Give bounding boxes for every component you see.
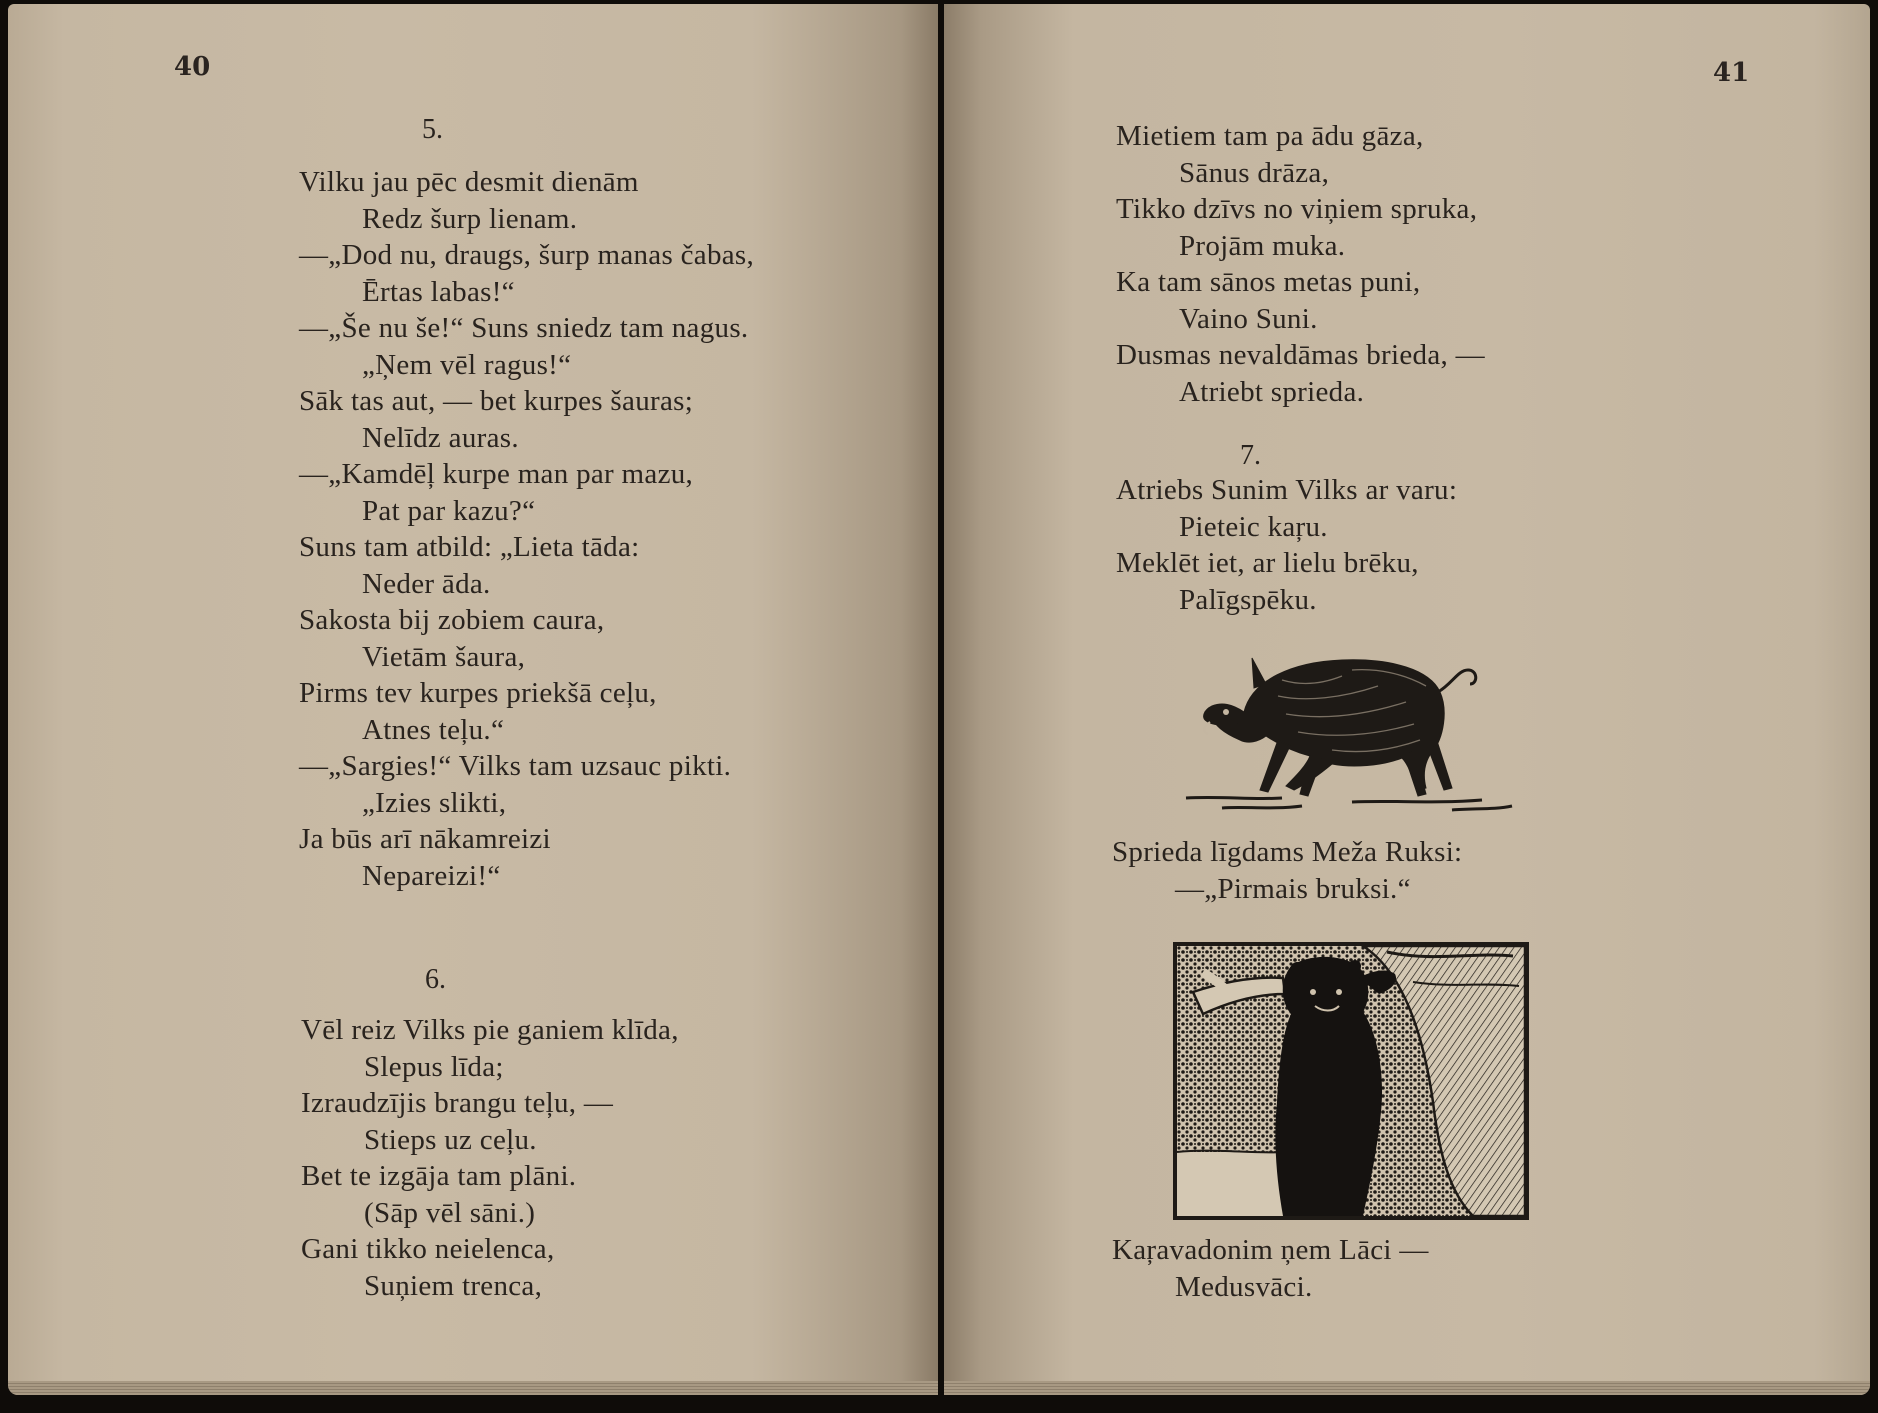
verse-line: —„Še nu še!“ Suns sniedz tam nagus. bbox=[299, 312, 749, 344]
verse-line: Bet te izgāja tam plāni. bbox=[301, 1160, 577, 1192]
verse-line: Kaŗavadonim ņem Lāci — bbox=[1112, 1234, 1429, 1266]
verse-line: Izraudzījis brangu teļu, — bbox=[301, 1087, 614, 1119]
verse-after-bear bbox=[1112, 1232, 1429, 1305]
page-number-right: 41 bbox=[1713, 58, 1750, 88]
verse-line: Slepus līda; bbox=[364, 1050, 504, 1083]
verse-line: Nelīdz auras. bbox=[362, 421, 519, 454]
verse-line: —„Kamdēļ kurpe man par mazu, bbox=[299, 458, 694, 490]
verse-line: Redz šurp lienam. bbox=[362, 202, 578, 235]
verse-line: Stieps uz ceļu. bbox=[364, 1123, 537, 1156]
verse-line: Mietiem tam pa ādu gāza, bbox=[1116, 120, 1424, 152]
section-number-7: 7. bbox=[1240, 440, 1261, 471]
verse-line: Ja būs arī nākamreizi bbox=[299, 823, 551, 855]
verse-line: Nepareizi!“ bbox=[362, 859, 501, 892]
verse-line: —„Dod nu, draugs, šurp manas čabas, bbox=[299, 239, 755, 271]
verse-line: Neder āda. bbox=[362, 567, 491, 600]
verse-line: Gani tikko neielenca, bbox=[301, 1233, 555, 1265]
verse-line: Suns tam atbild: „Lieta tāda: bbox=[299, 531, 640, 563]
verse-line: Pat par kazu?“ bbox=[362, 494, 536, 527]
verse-line: —„Pirmais bruksi.“ bbox=[1175, 872, 1411, 905]
verse-line: Ka tam sānos metas puni, bbox=[1116, 266, 1421, 298]
page-edge-right bbox=[944, 1381, 1870, 1395]
verse-line: Meklēt iet, ar lielu brēku, bbox=[1116, 547, 1419, 579]
verse-line: Projām muka. bbox=[1179, 229, 1346, 262]
verse-line: Atnes teļu.“ bbox=[362, 713, 505, 746]
verse-line: Sprieda līgdams Meža Ruksi: bbox=[1112, 836, 1463, 868]
bear-illustration bbox=[1173, 942, 1529, 1220]
verse-section-7 bbox=[1116, 472, 1457, 618]
verse-line: „Izies slikti, bbox=[362, 786, 507, 819]
verse-line: Atriebt sprieda. bbox=[1179, 375, 1365, 408]
verse-line: Sakosta bij zobiem caura, bbox=[299, 604, 605, 636]
verse-line: Pieteic kaŗu. bbox=[1179, 510, 1328, 543]
verse-line: Vietām šaura, bbox=[362, 640, 526, 673]
wild-boar-illustration bbox=[1182, 640, 1522, 816]
verse-line: Pirms tev kurpes priekšā ceļu, bbox=[299, 677, 657, 709]
verse-line: „Ņem vēl ragus!“ bbox=[362, 348, 572, 381]
verse-line: —„Sargies!“ Vilks tam uzsauc pikti. bbox=[299, 750, 732, 782]
section-number-5: 5. bbox=[422, 114, 443, 145]
verse-continuation bbox=[1116, 118, 1485, 410]
verse-line: Suņiem trenca, bbox=[364, 1269, 543, 1302]
verse-line: Vēl reiz Vilks pie ganiem klīda, bbox=[301, 1014, 679, 1046]
page-edge-left bbox=[8, 1381, 938, 1395]
verse-line: Sānus drāza, bbox=[1179, 156, 1330, 189]
verse-line: Sāk tas aut, — bet kurpes šauras; bbox=[299, 385, 694, 417]
verse-line: Atriebs Sunim Vilks ar varu: bbox=[1116, 474, 1458, 506]
verse-line: Dusmas nevaldāmas brieda, — bbox=[1116, 339, 1485, 371]
section-number-6: 6. bbox=[425, 964, 446, 995]
verse-line: Palīgspēku. bbox=[1179, 583, 1317, 616]
verse-section-5 bbox=[299, 164, 754, 894]
left-page bbox=[8, 4, 938, 1395]
verse-line: Tikko dzīvs no viņiem spruka, bbox=[1116, 193, 1478, 225]
verse-line: Ērtas labas!“ bbox=[362, 275, 515, 308]
verse-line: Medusvāci. bbox=[1175, 1270, 1313, 1303]
page-number-left: 40 bbox=[174, 52, 211, 82]
verse-line: Vilku jau pēc desmit dienām bbox=[299, 166, 639, 198]
verse-section-6 bbox=[301, 1012, 679, 1304]
verse-line: (Sāp vēl sāni.) bbox=[364, 1196, 536, 1229]
right-page bbox=[944, 4, 1870, 1395]
verse-after-boar bbox=[1112, 834, 1462, 907]
verse-line: Vaino Suni. bbox=[1179, 302, 1318, 335]
